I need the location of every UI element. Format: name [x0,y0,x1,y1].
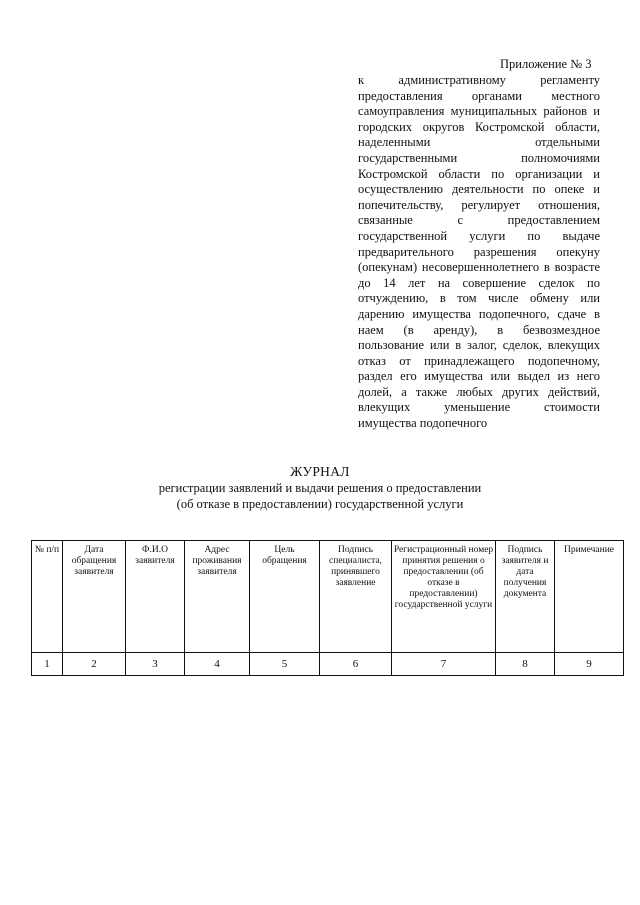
header-specialist-signature: Подпись специалиста, принявшего заявление [320,541,392,653]
journal-subtitle-line-2: (об отказе в предоставлении) государственной услуги [176,496,464,511]
column-number: 8 [496,653,555,676]
column-number: 1 [32,653,63,676]
appendix-title: Приложение № 3 [500,57,592,71]
column-number: 5 [250,653,320,676]
header-registration-number: Регистрационный номер принятия решения о предоставлении (об отказе в предоставлении) государственной услуги [392,541,496,653]
journal-subtitle [0,481,640,512]
header-applicant-signature: Подпись заявителя и дата получения документа [496,541,555,653]
header-number: № п/п [32,541,63,653]
table-header-row [32,541,624,653]
header-note: Примечание [555,541,624,653]
column-number: 3 [126,653,185,676]
column-number: 9 [555,653,624,676]
register-table [31,540,624,676]
header-purpose: Цель обращения [250,541,320,653]
table-number-row [32,653,624,676]
header-applicant-address: Адрес проживания заявителя [185,541,250,653]
column-number: 6 [320,653,392,676]
header-applicant-name: Ф.И.О заявителя [126,541,185,653]
appendix-text: к административному регламенту предоставления органами местного самоуправления муниципальных районов и городских округов Костромской области, наделенными отдельными государственными полномочиями Костромской области по организации и осуществлению деятельности по опеке и попечительству, регулирует отношения, связанные с предоставлением государственной услуги по выдаче предварительного разрешения опекуну (опекунам) несовершеннолетнего в возрасте до 14 лет на совершение сделок по отчуждению, в том числе обмену или дарению имущества подопечного, сдаче в наем (в аренду), в безвозмездное пользование или в залог, сделок, влекущих отказ от принадлежащего подопечному, раздел его имущества или выдел из него долей, а также любых других действий, влекущих уменьшение стоимости имущества подопечного [358,73,600,431]
column-number: 2 [63,653,126,676]
journal-title: ЖУРНАЛ [290,464,350,479]
column-number: 7 [392,653,496,676]
column-number: 4 [185,653,250,676]
journal-subtitle-line-1: регистрации заявлений и выдачи решения о предоставлении [158,481,482,495]
header-request-date: Дата обращения заявителя [63,541,126,653]
